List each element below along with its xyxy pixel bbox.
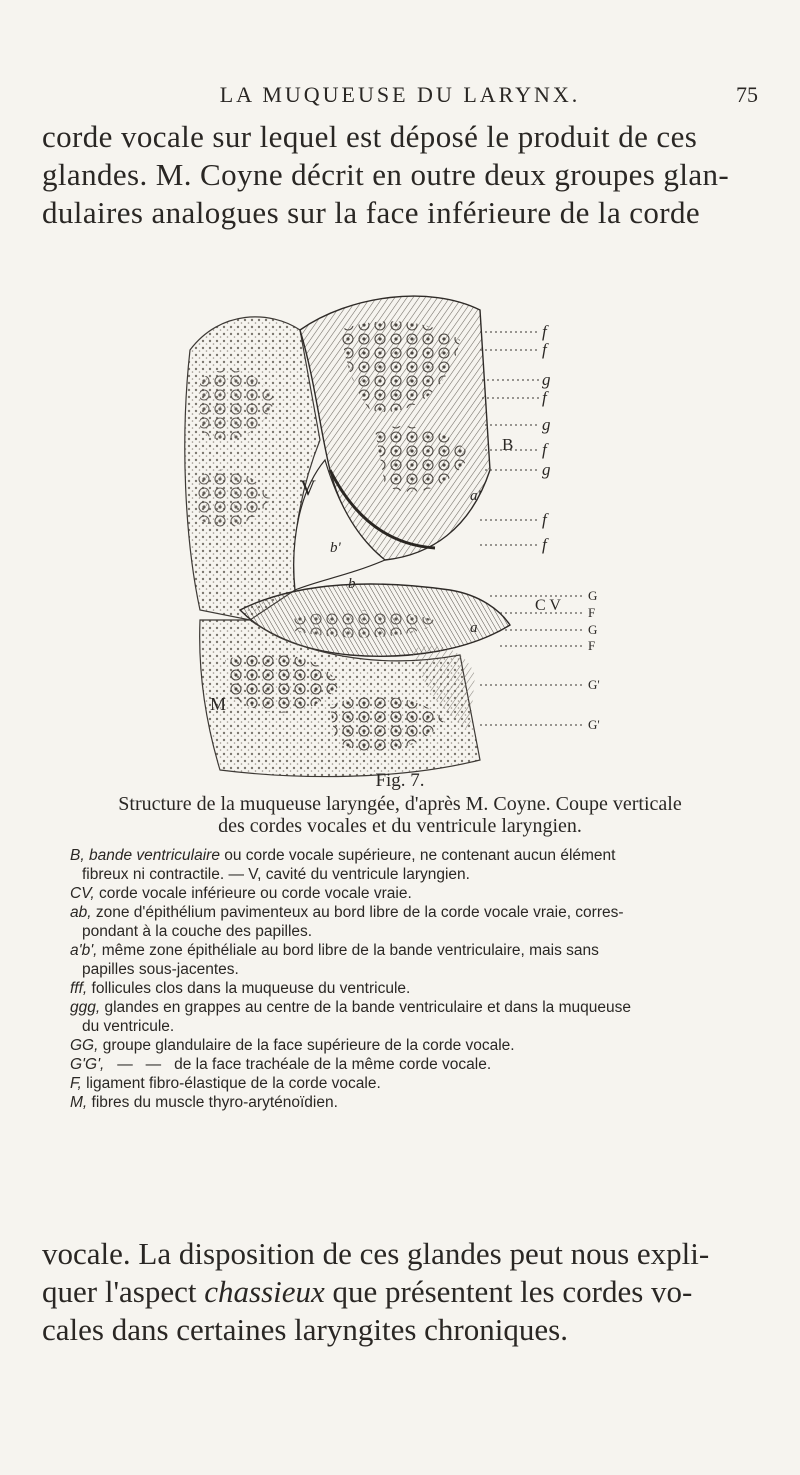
fig-label-b-prime: b': [330, 540, 341, 556]
fig-label-f: f: [542, 510, 547, 529]
legend-text-cont: fibreux ni contractile. — V, cavité du ventricule laryngien.: [82, 866, 470, 883]
fig-label-F: F: [588, 638, 596, 653]
legend-entry: [70, 884, 750, 903]
legend-key: B,: [70, 847, 85, 864]
legend-entry: [70, 979, 750, 998]
running-title: LA MUQUEUSE DU LARYNX.: [219, 82, 581, 107]
text-line: cales dans certaines laryngites chroniques.: [42, 1312, 568, 1347]
legend-entry: [70, 1055, 750, 1074]
legend-entry: [70, 998, 750, 1036]
legend-text: corde vocale inférieure ou corde vocale vraie.: [94, 885, 412, 902]
fig-label-CV: C V: [535, 597, 561, 614]
legend-key: ab,: [70, 904, 92, 921]
legend-text-cont: papilles sous-jacentes.: [82, 961, 239, 978]
figure-legend: [70, 846, 750, 1112]
legend-entry: [70, 1093, 750, 1112]
running-head: [0, 82, 800, 112]
figure-number: Fig. 7.: [375, 770, 425, 791]
text-line: [42, 1273, 762, 1311]
fig-label-V: V: [300, 475, 316, 500]
legend-key: G'G',: [70, 1056, 105, 1073]
fig-label-b: b: [348, 576, 356, 592]
fig-label-a: a: [470, 620, 478, 636]
paragraph-top: [42, 118, 762, 232]
emphasized-word: chassieux: [204, 1274, 325, 1309]
fig-label-g: g: [542, 415, 551, 434]
larynx-section-engraving: [180, 290, 640, 785]
fig-label-f: f: [542, 535, 547, 554]
fig-label-f: f: [542, 322, 547, 341]
legend-text: même zone épithéliale au bord libre de la bande ventriculaire, mais sans: [97, 942, 599, 959]
legend-text: zone d'épithélium pavimenteux au bord libre de la corde vocale vraie, corres-: [91, 904, 624, 921]
legend-text-cont: du ventricule.: [82, 1018, 175, 1035]
caption-line: Structure de la muqueuse laryngée, d'après M. Coyne. Coupe verticale: [118, 793, 682, 815]
fig-label-f: f: [542, 388, 547, 407]
legend-entry: [70, 941, 750, 979]
legend-key: F,: [70, 1075, 82, 1092]
legend-text: ou corde vocale supérieure, ne contenant aucun élément: [219, 847, 616, 864]
figure-caption: [90, 793, 710, 837]
legend-key: ggg,: [70, 999, 101, 1016]
fig-label-a-prime: a': [470, 488, 481, 504]
fig-label-f: f: [542, 440, 547, 459]
paragraph-bottom: [42, 1235, 762, 1349]
fig-label-B: B: [502, 435, 514, 454]
text-segment: que présentent les cordes vo-: [324, 1274, 693, 1309]
text-line: corde vocale sur lequel est déposé le produit de ces: [42, 119, 698, 154]
fig-label-F: F: [588, 605, 596, 620]
fig-label-M: M: [210, 694, 227, 714]
legend-text: follicules clos dans la muqueuse du ventricule.: [87, 980, 411, 997]
fig-label-G: G: [588, 622, 598, 637]
fig-label-G-prime: G': [588, 717, 600, 732]
fig-label-G-prime: G': [588, 677, 600, 692]
legend-key: a'b',: [70, 942, 98, 959]
page-number: 75: [736, 82, 758, 107]
fig-label-g: g: [542, 460, 551, 479]
legend-key: GG,: [70, 1037, 99, 1054]
legend-key: fff,: [70, 980, 88, 997]
fig-label-f: f: [542, 340, 547, 359]
legend-text: — — de la face trachéale de la même corde vocale.: [104, 1056, 492, 1073]
text-segment: quer l'aspect: [42, 1274, 205, 1309]
legend-entry: [70, 1074, 750, 1093]
legend-entry: [70, 846, 750, 884]
text-line: dulaires analogues sur la face inférieure de la corde: [42, 195, 701, 230]
legend-entry: [70, 1036, 750, 1055]
fig-label-g: g: [542, 370, 551, 389]
caption-line: des cordes vocales et du ventricule laryngien.: [218, 815, 582, 837]
legend-text-cont: pondant à la couche des papilles.: [82, 923, 313, 940]
legend-text: glandes en grappes au centre de la bande ventriculaire et dans la muqueuse: [100, 999, 631, 1016]
text-line: vocale. La disposition de ces glandes peut nous expli-: [42, 1236, 710, 1271]
legend-text: ligament fibro-élastique de la corde vocale.: [81, 1075, 381, 1092]
legend-key-term: bande ventriculaire: [88, 847, 220, 864]
text-line: glandes. M. Coyne décrit en outre deux groupes glan-: [42, 157, 730, 192]
fig-label-G: G: [588, 588, 598, 603]
legend-text: groupe glandulaire de la face supérieure de la corde vocale.: [98, 1037, 515, 1054]
legend-text: fibres du muscle thyro-aryténoïdien.: [87, 1094, 338, 1111]
legend-entry: [70, 903, 750, 941]
legend-key: CV,: [70, 885, 95, 902]
legend-key: M,: [70, 1094, 88, 1111]
